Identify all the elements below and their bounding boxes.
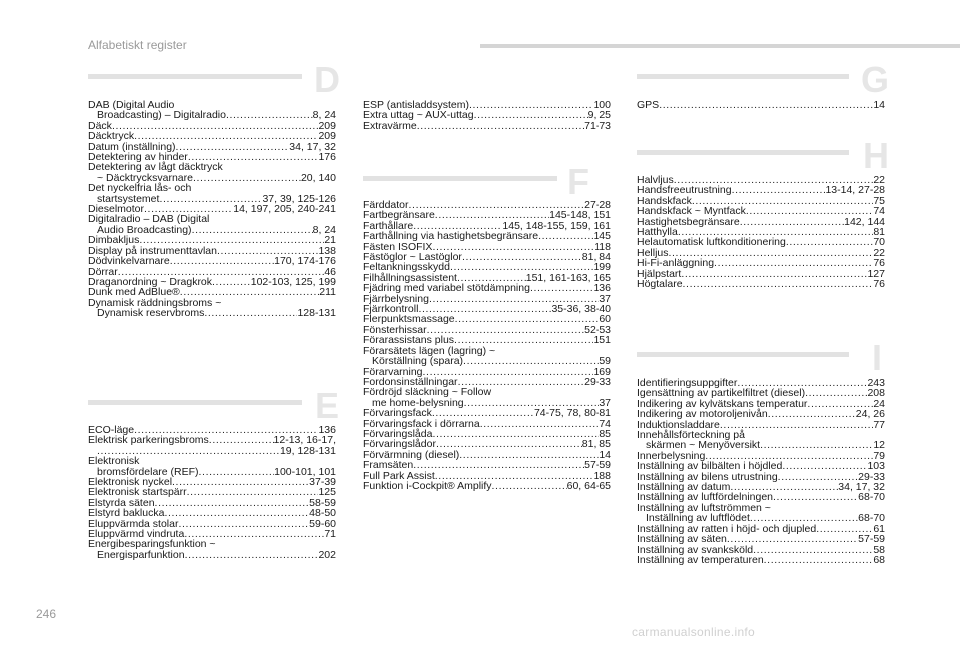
index-pages: 128-131 xyxy=(297,307,336,320)
index-term: Hastighetsbegränsare xyxy=(637,215,740,228)
index-term: Farthållning via hastighetsbegränsare xyxy=(363,230,539,243)
index-pages: 14 xyxy=(599,448,611,461)
index-term: Förarassistans plus xyxy=(363,334,455,347)
section-rule xyxy=(637,74,849,79)
index-pages: 211 xyxy=(319,286,336,299)
index-pages: 24, 26 xyxy=(855,408,885,421)
index-term: Extravärme xyxy=(363,119,417,132)
index-pages: 145 xyxy=(593,230,611,243)
index-pages: 70 xyxy=(873,236,885,249)
index-pages: 14, 197, 205, 240-241 xyxy=(233,203,336,216)
index-pages: 57-59 xyxy=(858,533,885,546)
index-term: Inställning av datum xyxy=(637,481,731,494)
index-pages: 81 xyxy=(873,226,885,239)
index-pages: 58 xyxy=(873,543,885,556)
index-term: ECO-läge xyxy=(88,424,135,436)
index-term: bromsfördelare (REF) xyxy=(97,465,199,478)
index-pages: 169 xyxy=(593,365,611,378)
dot-leader xyxy=(469,100,593,110)
index-term: Datum (inställning) xyxy=(88,140,176,153)
section-letter: G xyxy=(861,59,890,100)
index-term: Förarvarning xyxy=(363,365,423,378)
index-pages: 24 xyxy=(873,397,885,410)
index-term: Eluppvärmd vindruta xyxy=(88,528,185,541)
index-term: Dödvinkelvarnare xyxy=(88,255,170,268)
index-pages: 151, 161-163, 165 xyxy=(525,271,611,284)
section-letter: I xyxy=(872,337,883,378)
section-letter: E xyxy=(315,385,340,426)
dot-leader xyxy=(740,217,844,227)
dot-leader xyxy=(455,314,600,324)
index-term: Dunk med AdBlue® xyxy=(88,286,180,299)
index-term: Display på instrumenttavlan xyxy=(88,244,217,257)
dot-leader xyxy=(764,555,874,565)
index-list-h xyxy=(637,175,885,289)
index-term: Eluppvärmda stolar xyxy=(88,517,179,530)
index-term: Inställning av luftflödet xyxy=(646,512,750,525)
index-entry-heading: Detektering av lågt däcktryck xyxy=(88,161,223,174)
index-term: Audio Broadcasting) xyxy=(97,223,192,236)
index-term: Däcktryck xyxy=(88,130,135,143)
dot-leader xyxy=(204,308,297,318)
index-term: Inställning av bilens utrustning xyxy=(637,470,778,483)
dot-leader xyxy=(681,269,867,279)
index-list-d xyxy=(88,100,336,319)
index-entry-heading: Energibesparingsfunktion ~ xyxy=(88,538,216,551)
index-pages: 176 xyxy=(318,151,336,164)
index-pages: 37-39 xyxy=(309,476,336,489)
index-pages: 74 xyxy=(873,205,885,218)
index-term: Elektronisk nyckel xyxy=(88,476,173,489)
index-pages: 13-14, 27-28 xyxy=(825,184,885,197)
index-term: Fordonsinställningar xyxy=(363,375,458,388)
index-pages: 19, 128-131 xyxy=(279,444,336,457)
index-pages: 100-101, 101 xyxy=(274,465,336,478)
index-term: Filhållningsassistent xyxy=(363,271,457,284)
index-pages: 34, 17, 32 xyxy=(838,481,885,494)
index-term: Förvaringslådor xyxy=(363,438,436,451)
index-term: Hi-Fi-anläggning xyxy=(637,257,715,270)
dot-leader xyxy=(432,429,599,439)
index-term: startsystemet xyxy=(97,192,160,205)
index-pages: 34, 17, 32 xyxy=(289,140,336,153)
index-pages: 243 xyxy=(867,377,885,389)
index-term: Funktion i-Cockpit® Amplify xyxy=(363,479,492,492)
index-pages: 60, 64-65 xyxy=(566,479,611,492)
index-pages: 76 xyxy=(873,278,885,291)
dot-leader xyxy=(768,409,856,419)
index-pages: 57-59 xyxy=(584,459,611,472)
index-pages: 71-73 xyxy=(584,119,611,132)
index-term: ~ Däcktrycksvarnare xyxy=(97,171,193,184)
index-pages: 29-33 xyxy=(858,470,885,483)
index-term: Förvaringslåda xyxy=(363,427,433,440)
section-rule xyxy=(88,74,302,79)
dot-leader xyxy=(760,440,873,450)
dot-leader xyxy=(659,100,873,110)
dot-leader xyxy=(192,225,313,235)
index-pages: 48-50 xyxy=(309,507,336,520)
index-pages: 37 xyxy=(599,396,611,409)
index-term: ESP (antisladdsystem) xyxy=(363,99,470,111)
index-pages: 9, 25 xyxy=(587,109,611,122)
index-term: Inställning av bilbälten i höjdled xyxy=(637,460,783,473)
index-entry xyxy=(637,100,885,110)
index-list-e xyxy=(88,425,336,560)
index-pages: 35-36, 38-40 xyxy=(551,303,611,316)
index-pages: 60 xyxy=(599,313,611,326)
index-term: Halvljus xyxy=(637,174,674,186)
index-pages: 188 xyxy=(593,469,611,482)
index-term: Feltankningsskydd xyxy=(363,261,450,274)
index-term: Farthållare xyxy=(363,219,414,232)
index-pages: 151 xyxy=(593,334,611,347)
index-pages: 22 xyxy=(873,246,885,259)
dot-leader xyxy=(209,435,274,445)
index-pages: 202 xyxy=(318,548,336,561)
index-term: Identifieringsuppgifter xyxy=(637,377,738,389)
dot-leader xyxy=(155,498,310,508)
index-term: Inställning av svanksköld xyxy=(637,543,754,556)
index-entry xyxy=(88,308,336,318)
dot-leader xyxy=(199,467,275,477)
index-pages: 81, 84 xyxy=(581,251,611,264)
index-term: Förvaringsfack i dörrarna xyxy=(363,417,480,430)
dot-leader xyxy=(459,450,599,460)
section-heading-f xyxy=(363,162,623,202)
dot-leader xyxy=(112,121,319,131)
section-letter: D xyxy=(314,59,340,100)
index-pages: 46 xyxy=(324,265,336,278)
dot-leader xyxy=(176,142,290,152)
index-pages: 59 xyxy=(599,355,611,368)
index-pages: 142, 144 xyxy=(844,215,885,228)
index-pages: 76 xyxy=(873,257,885,270)
index-term: Fönsterhissar xyxy=(363,323,427,336)
index-pages: 14 xyxy=(873,99,885,111)
index-entry-heading: Det nyckelfria lås- och xyxy=(88,182,192,195)
index-entry xyxy=(637,237,885,247)
index-entry xyxy=(88,256,336,266)
index-term: Dieselmotor xyxy=(88,203,145,216)
section-rule xyxy=(637,150,849,155)
dot-leader xyxy=(786,237,873,247)
index-pages: 138 xyxy=(318,244,336,257)
dot-leader xyxy=(164,508,309,518)
index-term: Handsfreeutrustning xyxy=(637,184,732,197)
index-entry-heading: DAB (Digital Audio xyxy=(88,99,175,111)
index-entry xyxy=(637,555,885,565)
index-term: Fjärrbelysning xyxy=(363,292,429,305)
index-pages: 21 xyxy=(324,234,336,247)
index-pages: 85 xyxy=(599,427,611,440)
index-term: GPS xyxy=(637,99,660,111)
index-term: Elstyrda säten xyxy=(88,496,155,509)
index-term: Handskfack xyxy=(637,194,692,207)
dot-leader xyxy=(474,110,588,120)
index-pages: 59-60 xyxy=(309,517,336,530)
index-term: Helljus xyxy=(637,246,669,259)
section-letter: F xyxy=(567,161,589,202)
dot-leader xyxy=(782,461,867,471)
index-pages: 20, 140 xyxy=(300,171,336,184)
index-term: Elektrisk parkeringsbroms xyxy=(88,434,209,447)
index-term: Indikering av kylvätskans temperatur xyxy=(637,397,808,410)
index-pages: 68-70 xyxy=(858,512,885,525)
index-pages: 136 xyxy=(318,424,336,436)
index-list-esp xyxy=(363,100,611,131)
section-rule xyxy=(363,176,557,181)
page-header-title: Alfabetiskt register xyxy=(88,38,187,52)
index-list-g xyxy=(637,100,885,110)
section-heading-g xyxy=(637,60,897,100)
section-letter: H xyxy=(863,135,889,176)
index-term: Helautomatisk luftkonditionering xyxy=(637,236,786,249)
page-number: 246 xyxy=(36,607,57,621)
index-pages: 199 xyxy=(593,261,611,274)
index-term: skärmen ~ Menyöversikt xyxy=(646,439,761,452)
index-pages: 77 xyxy=(873,418,885,431)
header-rule xyxy=(480,44,960,48)
index-pages: 208 xyxy=(867,387,885,400)
index-pages: 145, 148-155, 159, 161 xyxy=(502,219,611,232)
index-pages: 118 xyxy=(594,240,611,253)
index-list-i xyxy=(637,378,885,565)
index-term: Elstyrd baklucka xyxy=(88,507,165,520)
index-pages: 127 xyxy=(867,267,885,280)
dot-leader xyxy=(417,121,584,131)
index-pages: 22 xyxy=(873,174,885,186)
section-heading-e xyxy=(88,386,348,426)
dot-leader xyxy=(432,408,534,418)
dot-leader xyxy=(538,231,593,241)
dot-leader xyxy=(462,252,582,262)
index-pages: 74 xyxy=(599,417,611,430)
index-entry xyxy=(363,408,611,418)
dot-leader xyxy=(480,419,600,429)
index-term: Fjärrkontroll xyxy=(363,303,419,316)
index-term: Detektering av hinder xyxy=(88,151,188,164)
index-entry xyxy=(363,481,611,491)
index-term: Inställning av luftfördelningen xyxy=(637,491,774,504)
index-pages: 100 xyxy=(593,99,611,111)
index-pages: 29-33 xyxy=(584,375,611,388)
index-term: Full Park Assist xyxy=(363,469,435,482)
index-pages: 52-53 xyxy=(584,323,611,336)
dot-leader xyxy=(413,460,584,470)
index-term: Induktionsladdare xyxy=(637,418,720,431)
index-term: Inställning av ratten i höjd- och djupled xyxy=(637,522,817,535)
index-term: Förvaringsfack xyxy=(363,407,432,420)
index-term: Däck xyxy=(88,119,112,132)
watermark: carmanualsonline.info xyxy=(632,625,756,639)
index-term: Inställning av temperaturen xyxy=(637,553,764,566)
index-term: Handskfack ~ Myntfack xyxy=(637,205,746,218)
index-term: Energisparfunktion xyxy=(97,548,185,561)
index-entry-heading: Dynamisk räddningsbroms ~ xyxy=(88,296,222,309)
index-term: Fjädring med variabel stötdämpning xyxy=(363,282,530,295)
index-pages: 58-59 xyxy=(309,496,336,509)
dot-leader xyxy=(170,256,274,266)
index-term: Hjälpstart xyxy=(637,267,682,280)
index-term: Framsäten xyxy=(363,459,414,472)
index-pages: 145-148, 151 xyxy=(549,209,611,222)
index-term: Hatthylla xyxy=(637,226,678,239)
index-term: Flerpunktsmassage xyxy=(363,313,455,326)
dot-leader xyxy=(530,283,594,293)
index-term: Fartbegränsare xyxy=(363,209,435,222)
index-pages: 8, 24 xyxy=(312,109,336,122)
dot-leader xyxy=(187,487,319,497)
index-pages: 102-103, 125, 199 xyxy=(250,275,336,288)
dot-leader xyxy=(463,356,599,366)
index-term: Innerbelysning xyxy=(637,449,706,462)
index-entry xyxy=(88,550,336,560)
dot-leader xyxy=(226,110,313,120)
index-term: Fästen ISOFIX xyxy=(363,240,433,253)
index-entry xyxy=(363,460,611,470)
dot-leader xyxy=(172,477,309,487)
index-pages: 209 xyxy=(318,119,336,132)
index-term: Dörrar xyxy=(88,265,118,278)
index-pages: 8, 24 xyxy=(312,223,336,236)
dot-leader xyxy=(212,277,251,287)
index-term: Körställning (spara) xyxy=(372,355,464,368)
dot-leader xyxy=(492,481,567,491)
index-pages: 37, 39, 125-126 xyxy=(262,192,336,205)
index-pages: 170, 174-176 xyxy=(274,255,336,268)
index-entry-heading: Digitalradio – DAB (Digital xyxy=(88,213,210,226)
dot-leader xyxy=(773,492,858,502)
dot-leader xyxy=(178,519,309,529)
index-term: Dynamisk reservbroms xyxy=(97,307,205,320)
index-pages: 12-13, 16-17, xyxy=(273,434,336,447)
index-term: Dimbakljus xyxy=(88,234,140,247)
index-entry-heading: Förarsätets lägen (lagring) ~ xyxy=(363,344,496,357)
index-entry-heading: Innehållsförteckning på xyxy=(637,429,745,442)
index-pages: 103 xyxy=(867,460,885,473)
index-entry xyxy=(88,110,336,120)
index-entry xyxy=(637,534,885,544)
index-pages: 27-28 xyxy=(584,199,611,211)
dot-leader xyxy=(193,173,301,183)
index-pages: 136 xyxy=(593,282,611,295)
index-pages: 75 xyxy=(873,194,885,207)
dot-leader xyxy=(683,279,874,289)
section-heading-h xyxy=(637,136,897,176)
index-term: Indikering av motoroljenivån xyxy=(637,408,768,421)
index-entry xyxy=(363,356,611,366)
index-pages: 37 xyxy=(599,292,611,305)
index-pages: 74-75, 78, 80-81 xyxy=(533,407,611,420)
dot-leader xyxy=(753,545,873,555)
section-rule xyxy=(637,352,849,357)
index-term: Högtalare xyxy=(637,278,683,291)
index-pages: 61 xyxy=(873,522,885,535)
index-pages: 71 xyxy=(324,528,336,541)
index-pages: 12 xyxy=(873,439,885,452)
index-pages: 79 xyxy=(873,449,885,462)
section-heading-i xyxy=(637,338,897,378)
index-term: Elektronisk startspärr xyxy=(88,486,187,499)
index-list-f xyxy=(363,200,611,491)
index-pages: 209 xyxy=(318,130,336,143)
index-term: Extra uttag ~ AUX-uttag xyxy=(363,109,474,122)
section-heading-d xyxy=(88,60,348,100)
index-entry-heading: Fördröjd släckning ~ Follow xyxy=(363,386,492,399)
index-term: Fästöglor ~ Lastöglor xyxy=(363,251,462,264)
index-entry-heading: Inställning av luftströmmen ~ xyxy=(637,501,771,514)
dot-leader xyxy=(727,534,858,544)
section-rule xyxy=(88,400,302,405)
dot-leader xyxy=(805,388,867,398)
index-pages: 68-70 xyxy=(858,491,885,504)
index-pages: 125 xyxy=(318,486,336,499)
index-term: Broadcasting) – Digitalradio xyxy=(97,109,226,122)
index-term: Förvärmning (diesel) xyxy=(363,448,460,461)
dot-leader xyxy=(732,185,826,195)
index-term: Igensättning av partikelfiltret (diesel) xyxy=(637,387,806,400)
index-term: Färddator xyxy=(363,199,409,211)
index-pages: 68 xyxy=(873,553,885,566)
index-term: Draganordning ~ Dragkrok xyxy=(88,275,213,288)
index-entry xyxy=(637,279,885,289)
dot-leader xyxy=(714,258,873,268)
index-pages: 81, 85 xyxy=(581,438,611,451)
index-entry xyxy=(363,121,611,131)
dot-leader xyxy=(185,550,319,560)
index-entry-heading: Elektronisk xyxy=(88,455,140,468)
index-term: Inställning av säten xyxy=(637,533,727,546)
index-term: me home-belysning xyxy=(372,396,464,409)
